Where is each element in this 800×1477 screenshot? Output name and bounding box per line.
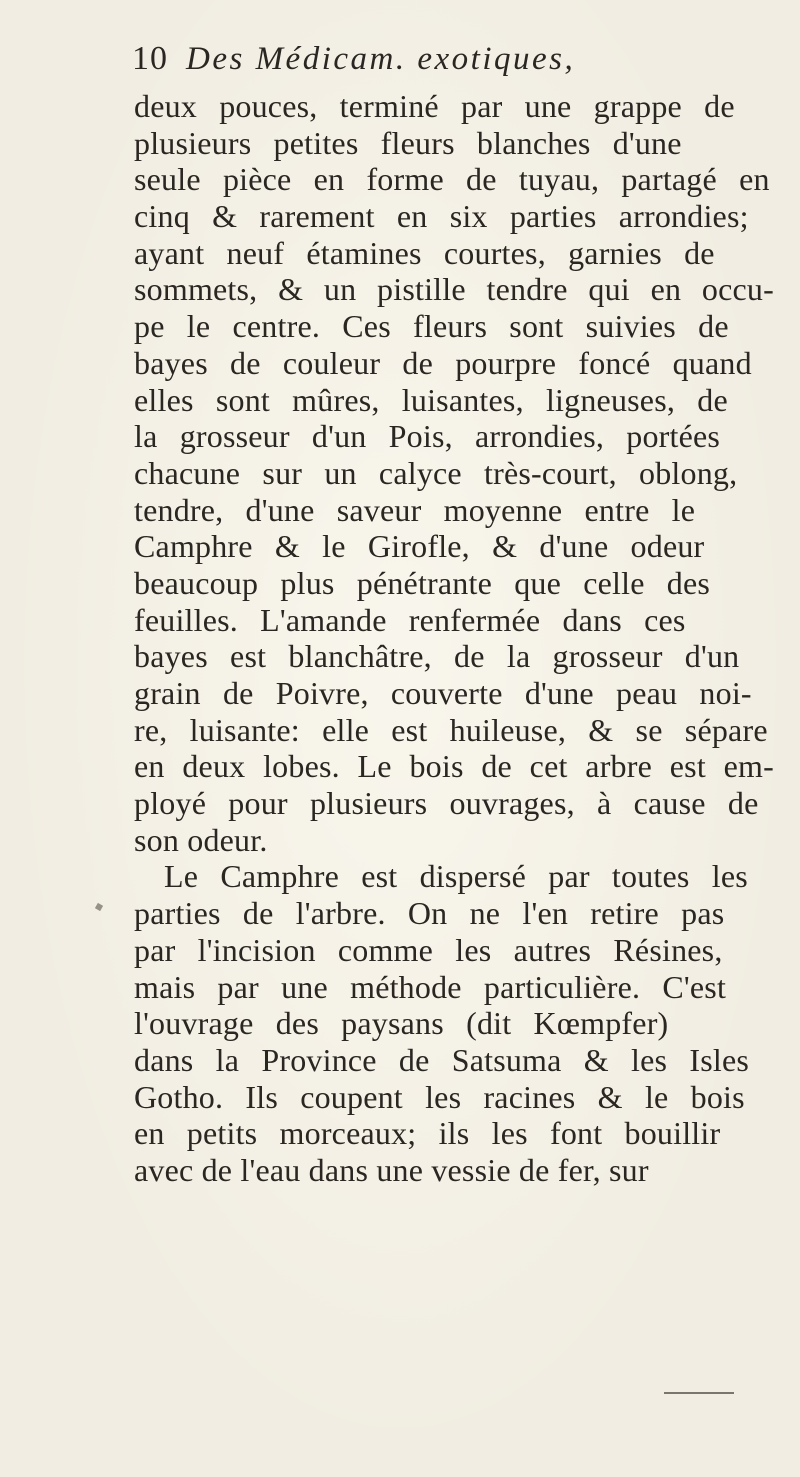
text-line: pe le centre. Ces fleurs sont suivies de xyxy=(134,308,729,345)
text-line: bayes est blanchâtre, de la grosseur d'un xyxy=(134,638,740,675)
text-line: en petits morceaux; ils les font bouillir xyxy=(134,1115,721,1152)
text-line: chacune sur un calyce très-court, oblong, xyxy=(134,454,738,491)
text-line: re, luisante: elle est huileuse, & se sépare xyxy=(134,711,768,748)
text-line: tendre, d'une saveur moyenne entre le xyxy=(134,491,696,528)
text-line: grain de Poivre, couverte d'une peau noi- xyxy=(134,675,752,711)
text-line: ayant neuf étamines courtes, garnies de xyxy=(134,234,715,271)
text-line: l'ouvrage des paysans (dit Kœmpfer) xyxy=(134,1005,669,1042)
text-line: Camphre & le Girofle, & d'une odeur xyxy=(134,528,705,565)
text-line: beaucoup plus pénétrante que celle des xyxy=(134,564,711,601)
text-line: elles sont mûres, luisantes, ligneuses, de xyxy=(134,381,728,418)
text-line: son odeur. xyxy=(134,821,268,858)
text-line: parties de l'arbre. On ne l'en retire pas xyxy=(134,895,725,932)
paragraph-start-line: Le Camphre est dispersé par toutes les xyxy=(164,858,748,895)
body-text xyxy=(134,88,774,1189)
text-line: par l'incision comme les autres Résines, xyxy=(134,931,723,968)
page-number: 10 xyxy=(132,40,168,77)
text-line: bayes de couleur de pourpre foncé quand xyxy=(134,344,752,381)
text-line: feuilles. L'amande renfermée dans ces xyxy=(134,601,686,638)
text-line: cinq & rarement en six parties arrondies; xyxy=(134,198,749,235)
text-line: avec de l'eau dans une vessie de fer, sur xyxy=(134,1151,649,1188)
text-line: Gotho. Ils coupent les racines & le bois xyxy=(134,1078,745,1115)
text-line: deux pouces, terminé par une grappe de xyxy=(134,88,735,124)
margin-ink-mark xyxy=(95,903,103,911)
text-line: mais par une méthode particulière. C'est xyxy=(134,968,727,1005)
text-line: en deux lobes. Le bois de cet arbre est em- xyxy=(134,748,774,785)
text-line: sommets, & un pistille tendre qui en occu- xyxy=(134,271,774,308)
page-header xyxy=(132,40,772,90)
text-line: la grosseur d'un Pois, arrondies, portées xyxy=(134,418,721,455)
footer-rule xyxy=(664,1392,734,1394)
text-line: dans la Province de Satsuma & les Isles xyxy=(134,1041,750,1078)
text-line: seule pièce en forme de tuyau, partagé en xyxy=(134,161,770,198)
running-head: Des Médicam. exotiques, xyxy=(186,41,576,77)
text-line: ployé pour plusieurs ouvrages, à cause de xyxy=(134,785,759,822)
text-line: plusieurs petites fleurs blanches d'une xyxy=(134,124,682,161)
